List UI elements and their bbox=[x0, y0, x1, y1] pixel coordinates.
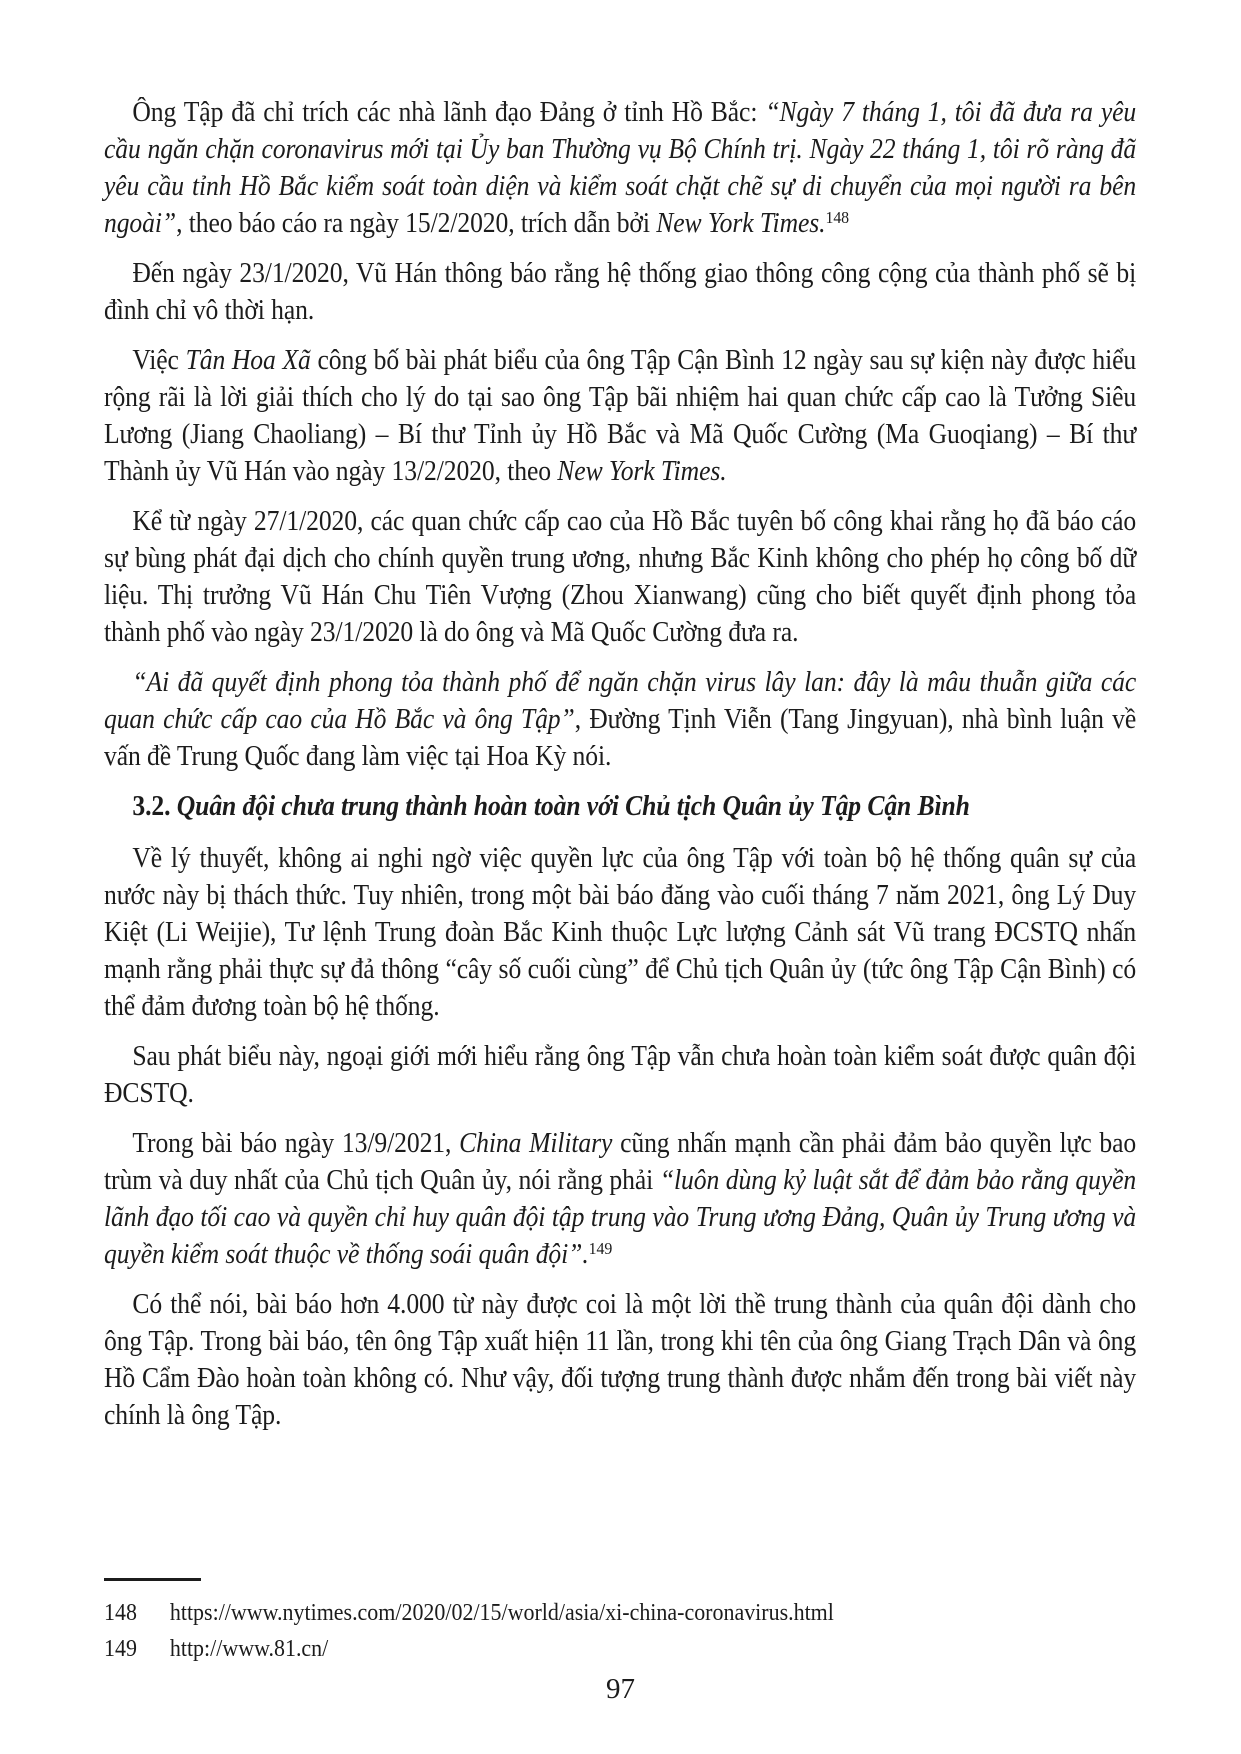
paragraph bbox=[104, 664, 1136, 775]
footnote-item bbox=[104, 1595, 1136, 1631]
paragraph bbox=[104, 342, 1136, 490]
paragraph bbox=[104, 1038, 1136, 1112]
text-segment: China Military bbox=[459, 1128, 613, 1159]
footnote-ref: 148 bbox=[825, 208, 850, 228]
text-segment: , Đường Tịnh Viễn (Tang Jingyuan), nhà bình luận về vấn đề Trung Quốc đang làm việc tại Hoa Kỳ nói. bbox=[104, 704, 1137, 772]
text-segment: Trong bài báo ngày 13/9/2021, bbox=[132, 1128, 460, 1159]
text-segment: 3.2. bbox=[132, 791, 177, 822]
paragraph bbox=[104, 255, 1136, 329]
text-segment: New York Times. bbox=[656, 208, 826, 239]
text-segment: “luôn dùng kỷ luật sắt để đảm bảo rằng quyền lãnh đạo tối cao và quyền chỉ huy quân đội tập trung vào Trung ương Đảng, Quân ủy Trung ương và quyền kiểm soát thuộc về thống soái quân đội”. bbox=[104, 1165, 1137, 1270]
footnote-item bbox=[104, 1631, 1136, 1667]
page-number: 97 bbox=[606, 1673, 635, 1705]
footnote-list bbox=[104, 1595, 1136, 1667]
footnote-url: http://www.81.cn/ bbox=[169, 1636, 329, 1662]
text-segment: Quân đội chưa trung thành hoàn toàn với Chủ tịch Quân ủy Tập Cận Bình bbox=[176, 791, 970, 822]
text-segment: New York Times. bbox=[557, 456, 727, 487]
text-segment: , theo báo cáo ra ngày 15/2/2020, trích dẫn bởi bbox=[176, 208, 657, 239]
text-segment: “Ai đã quyết định phong tỏa thành phố để ngăn chặn virus lây lan: đây là mâu thuẫn giữa các quan chức cấp cao của Hồ Bắc và ông Tập” bbox=[104, 667, 1137, 735]
footnote-number: 148 bbox=[104, 1600, 137, 1626]
paragraph bbox=[104, 1125, 1136, 1273]
footnote-ref: 149 bbox=[588, 1239, 613, 1259]
paragraph bbox=[104, 840, 1136, 1025]
text-segment: Tân Hoa Xã bbox=[185, 345, 311, 376]
paragraph bbox=[104, 94, 1136, 242]
paragraph bbox=[104, 503, 1136, 651]
text-segment: cũng nhấn mạnh cần phải đảm bảo quyền lực bao trùm và duy nhất của Chủ tịch Quân ủy, nói rằng phải bbox=[104, 1128, 1137, 1196]
footnote-block bbox=[104, 1578, 1136, 1667]
text-segment: Ông Tập đã chỉ trích các nhà lãnh đạo Đảng ở tỉnh Hồ Bắc: bbox=[132, 97, 766, 128]
text-segment: “Ngày 7 tháng 1, tôi đã đưa ra yêu cầu ngăn chặn coronavirus mới tại Ủy ban Thường vụ Bộ Chính trị. Ngày 22 tháng 1, tôi rõ ràng đã yêu cầu tỉnh Hồ Bắc kiểm soát toàn diện và kiểm soát chặt chẽ sự di chuyển của mọi người ra bên ngoài” bbox=[104, 97, 1137, 239]
section-heading bbox=[104, 788, 1136, 826]
text-segment: Sau phát biểu này, ngoại giới mới hiểu rằng ông Tập vẫn chưa hoàn toàn kiểm soát được quân đội ĐCSTQ. bbox=[104, 1041, 1137, 1109]
text-segment: Đến ngày 23/1/2020, Vũ Hán thông báo rằng hệ thống giao thông công cộng của thành phố sẽ bị đình chỉ vô thời hạn. bbox=[104, 258, 1137, 326]
paragraph bbox=[104, 1286, 1136, 1434]
text-segment: Có thể nói, bài báo hơn 4.000 từ này được coi là một lời thề trung thành của quân đội dành cho ông Tập. Trong bài báo, tên ông Tập xuất hiện 11 lần, trong khi tên của ông Giang Trạch Dân và ông Hồ Cẩm Đào hoàn toàn không có. Như vậy, đối tượng trung thành được nhắm đến trong bài viết này chính là ông Tập. bbox=[104, 1289, 1137, 1431]
text-segment: công bố bài phát biểu của ông Tập Cận Bình 12 ngày sau sự kiện này được hiểu rộng rãi là lời giải thích cho lý do tại sao ông Tập bãi nhiệm hai quan chức cấp cao là Tưởng Siêu Lương (Jiang Chaoliang) – Bí thư Tỉnh ủy Hồ Bắc và Mã Quốc Cường (Ma Guoqiang) – Bí thư Thành ủy Vũ Hán vào ngày 13/2/2020, theo bbox=[104, 345, 1137, 487]
footnote-number: 149 bbox=[104, 1636, 137, 1662]
text-segment: Việc bbox=[132, 345, 186, 376]
footnote-url: https://www.nytimes.com/2020/02/15/world/asia/xi-china-coronavirus.html bbox=[169, 1600, 834, 1626]
text-segment: Kể từ ngày 27/1/2020, các quan chức cấp cao của Hồ Bắc tuyên bố công khai rằng họ đã báo cáo sự bùng phát đại dịch cho chính quyền trung ương, nhưng Bắc Kinh không cho phép họ công bố dữ liệu. Thị trưởng Vũ Hán Chu Tiên Vượng (Zhou Xianwang) cũng cho biết quyết định phong tỏa thành phố vào ngày 23/1/2020 là do ông và Mã Quốc Cường đưa ra. bbox=[104, 506, 1137, 648]
footnote-separator bbox=[104, 1578, 201, 1581]
page-body bbox=[104, 94, 1136, 1447]
text-segment: Về lý thuyết, không ai nghi ngờ việc quyền lực của ông Tập với toàn bộ hệ thống quân sự của nước này bị thách thức. Tuy nhiên, trong một bài báo đăng vào cuối tháng 7 năm 2021, ông Lý Duy Kiệt (Li Weijie), Tư lệnh Trung đoàn Bắc Kinh thuộc Lực lượng Cảnh sát Vũ trang ĐCSTQ nhấn mạnh rằng phải thực sự đả thông “cây số cuối cùng” để Chủ tịch Quân ủy (tức ông Tập Cận Bình) có thể đảm đương toàn bộ hệ thống. bbox=[104, 843, 1137, 1022]
